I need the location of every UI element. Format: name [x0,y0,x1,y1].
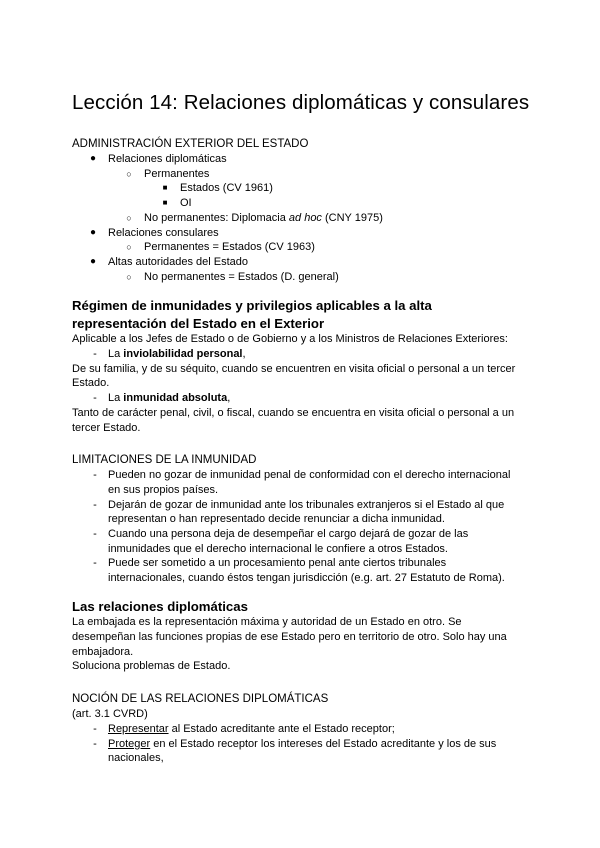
dash-marker: - [93,392,97,405]
list-item: ○ Permanentes [72,167,532,182]
section-title-relaciones: Las relaciones diplomáticas [72,598,248,614]
page-title: Lección 14: Relaciones diplomáticas y consulares [72,91,530,114]
regimen-text-1: De su familia, y de su séquito, cuando se encuentren en visita oficial o personal a un tercer Estado. [72,362,516,390]
section-heading-limitaciones: LIMITACIONES DE LA INMUNIDAD [72,454,257,467]
document-page [72,90,532,766]
dash-marker: - [93,722,97,735]
dash-marker: - [93,498,97,511]
bullet-marker: ● [89,226,97,238]
list-item: - Representar al Estado acreditante ante el Estado receptor; [72,722,532,737]
list-item: ● Relaciones consulares [72,226,532,241]
dash-item-inviolabilidad: - La inviolabilidad personal, [72,347,532,362]
nocion-ref: (art. 3.1 CVRD) [72,708,148,721]
list-item: ○ No permanentes: Diplomacia ad hoc (CNY 1975) [72,211,532,226]
square-marker: ■ [162,198,168,208]
dash-marker: - [93,737,97,750]
list-item: - Cuando una persona deja de desempeñar el cargo dejará de gozar de las inmunidades que el derecho internacional le confiere a otros Estados. [72,527,532,556]
list-item: ■ Estados (CV 1961) [72,181,532,196]
list-item: - Proteger en el Estado receptor los intereses del Estado acreditante y los de sus nacionales, [72,737,532,766]
relaciones-paragraph: La embajada es la representación máxima y autoridad de un Estado en otro. Se desempeñan las funciones propias de ese Estado pero en territorio de otro. Solo hay una embajadora. Soluciona problemas de Estado. [72,616,507,673]
list-item: - Dejarán de gozar de inmunidad ante los tribunales extranjeros si el Estado al que representan o han representado decide renunciar a dicha inmunidad. [72,498,532,527]
dash-marker: - [93,528,97,541]
dash-marker: - [93,348,97,361]
dash-marker: - [93,469,97,482]
dash-marker: - [93,557,97,570]
list-item: ● Altas autoridades del Estado [72,255,532,270]
circle-marker: ○ [126,168,132,179]
list-item: - Puede ser sometido a un procesamiento penal ante ciertos tribunales internacionales, cuando éstos tengan jurisdicción (e.g. art. 27 Estatuto de Roma). [72,556,532,585]
list-item: ○ No permanentes = Estados (D. general) [72,270,532,285]
list-item: ■ OI [72,196,532,211]
section-title-regimen: Régimen de inmunidades y privilegios aplicables a la alta representación del Estado en el Exterior [72,298,432,331]
circle-marker: ○ [126,242,132,253]
section-heading-nocion: NOCIÓN DE LAS RELACIONES DIPLOMÁTICAS [72,693,329,706]
admin-list [72,152,532,284]
dash-item-inmunidad: - La inmunidad absoluta, [72,391,532,406]
list-item: - Pueden no gozar de inmunidad penal de conformidad con el derecho internacional en sus propios países. [72,468,532,497]
regimen-text-2: Tanto de carácter penal, civil, o fiscal, cuando se encuentra en visita oficial o personal a un tercer Estado. [72,406,515,434]
list-item: ● Relaciones diplomáticas [72,152,532,167]
list-item: ○ Permanentes = Estados (CV 1963) [72,240,532,255]
bullet-marker: ● [89,255,97,267]
circle-marker: ○ [126,212,132,223]
circle-marker: ○ [126,271,132,282]
square-marker: ■ [162,183,168,193]
section-heading-admin: ADMINISTRACIÓN EXTERIOR DEL ESTADO [72,138,309,150]
bullet-marker: ● [89,153,97,164]
regimen-intro: Aplicable a los Jefes de Estado o de Gobierno y a los Ministros de Relaciones Exteriores: [72,333,508,346]
